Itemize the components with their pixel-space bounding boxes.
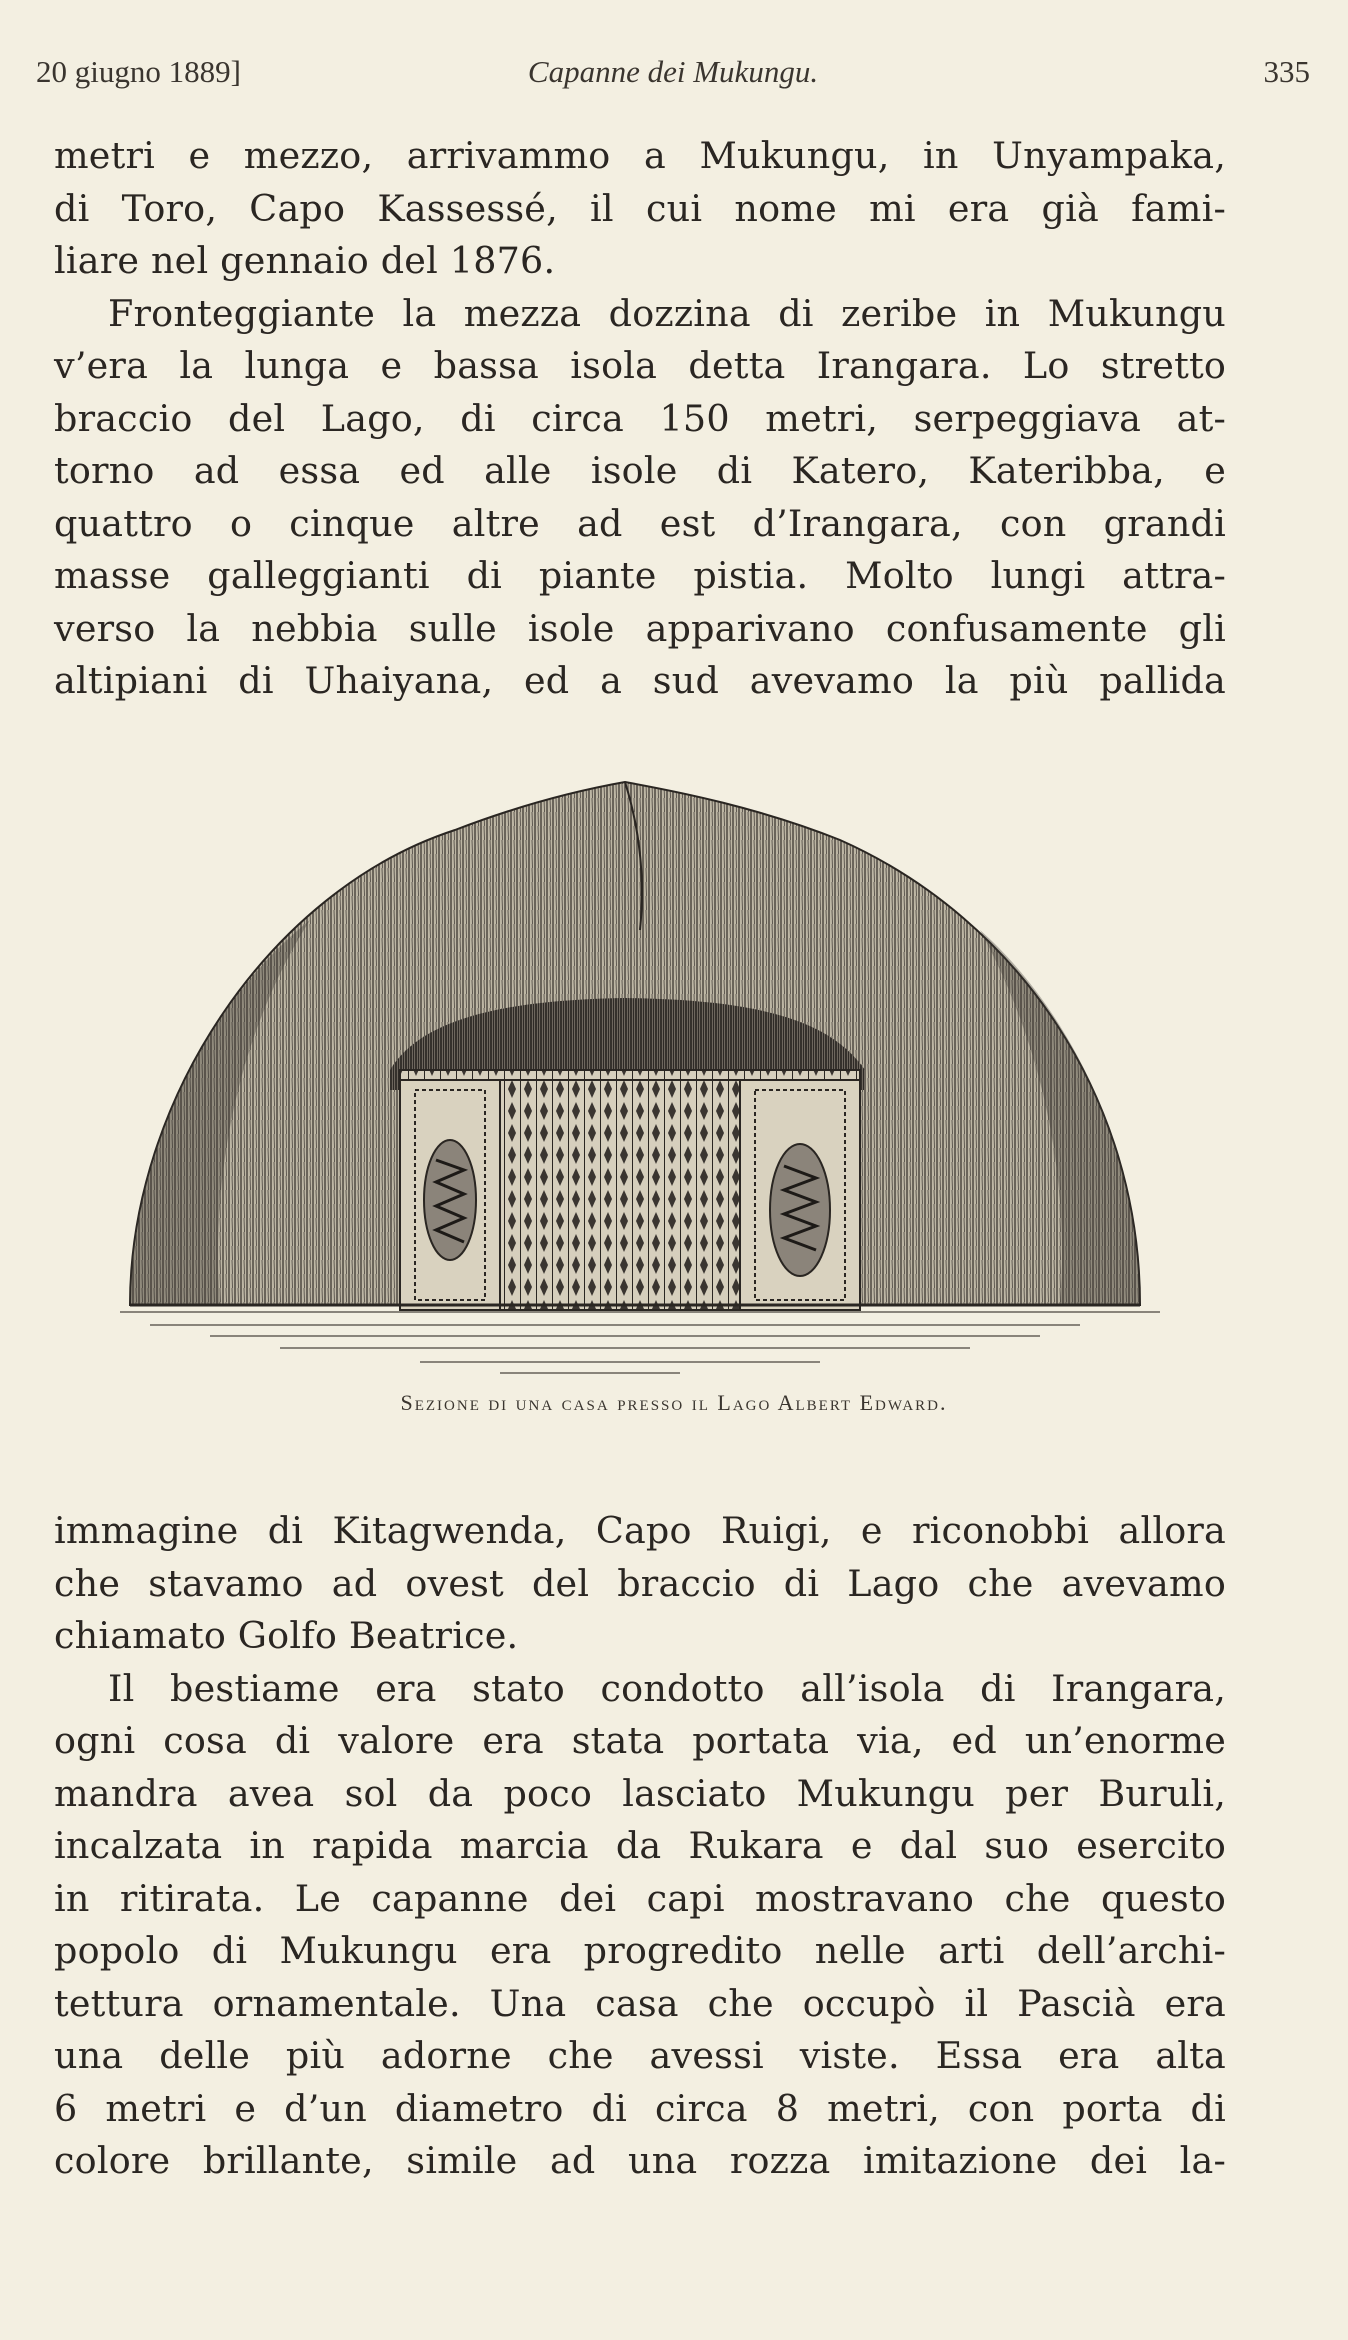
- text-line: v’era la lunga e bassa isola detta Irangara. Lo stretto: [54, 344, 1226, 387]
- text-line: Fronteggiante la mezza dozzina di zeribe in Mukungu: [108, 291, 1226, 335]
- page-number: 335: [1263, 54, 1310, 89]
- text-line: una delle più adorne che avessi viste. Essa era alta: [54, 2034, 1226, 2077]
- text-line: masse galleggianti di piante pistia. Molto lungi attra-: [54, 554, 1226, 597]
- text-line: in ritirata. Le capanne dei capi mostravano che questo: [54, 1876, 1226, 1920]
- text-line: immagine di Kitagwenda, Capo Ruigi, e riconobbi allora: [54, 1509, 1226, 1552]
- door: [400, 1070, 860, 1310]
- header-date: 20 giugno 1889]: [36, 54, 241, 89]
- hut-illustration: [120, 770, 1160, 1390]
- ground-lines: [120, 1312, 1160, 1373]
- paragraph: [54, 288, 1226, 708]
- text-line: metri e mezzo, arrivammo a Mukungu, in Unyampaka,: [54, 134, 1226, 177]
- figure-caption: Sezione di una casa presso il Lago Albert Edward.: [400, 1390, 948, 1415]
- text-line: mandra avea sol da poco lasciato Mukungu per Buruli,: [54, 1771, 1226, 1815]
- text-line: Il bestiame era stato condotto all’isola di Irangara,: [108, 1666, 1226, 1710]
- text-line: braccio del Lago, di circa 150 metri, serpeggiava at-: [54, 396, 1226, 440]
- running-head: [36, 54, 1310, 94]
- paragraph: [54, 1505, 1226, 1663]
- text-line: popolo di Mukungu era progredito nelle arti dell’archi-: [54, 1929, 1226, 1972]
- paragraph: [54, 130, 1226, 288]
- text-line: 6 metri e d’un diametro di circa 8 metri, con porta di: [54, 2086, 1226, 2130]
- text-line: liare nel gennaio del 1876.: [54, 239, 556, 282]
- text-line: torno ad essa ed alle isole di Katero, Kateribba, e: [54, 449, 1226, 492]
- text-line: che stavamo ad ovest del braccio di Lago che avevamo: [54, 1561, 1226, 1605]
- text-line: verso la nebbia sulle isole apparivano confusamente gli: [54, 606, 1226, 650]
- header-title: Capanne dei Mukungu.: [527, 54, 819, 89]
- text-line: ogni cosa di valore era stata portata via, ed un’enorme: [54, 1719, 1226, 1762]
- text-line: altipiani di Uhaiyana, ed a sud avevamo la più pallida: [54, 659, 1226, 702]
- text-block-bottom: [54, 1505, 1226, 2188]
- text-line: incalzata in rapida marcia da Rukara e dal suo esercito: [54, 1824, 1226, 1867]
- text-line: chiamato Golfo Beatrice.: [54, 1614, 519, 1657]
- text-line: di Toro, Capo Kassessé, il cui nome mi era già fami-: [54, 186, 1226, 230]
- text-block-top: [54, 130, 1226, 708]
- text-line: tettura ornamentale. Una casa che occupò il Pascià era: [54, 1981, 1226, 2025]
- paragraph: [54, 1663, 1226, 2188]
- text-line: colore brillante, simile ad una rozza imitazione dei la-: [54, 2139, 1226, 2182]
- text-line: quattro o cinque altre ad est d’Irangara, con grandi: [54, 501, 1226, 545]
